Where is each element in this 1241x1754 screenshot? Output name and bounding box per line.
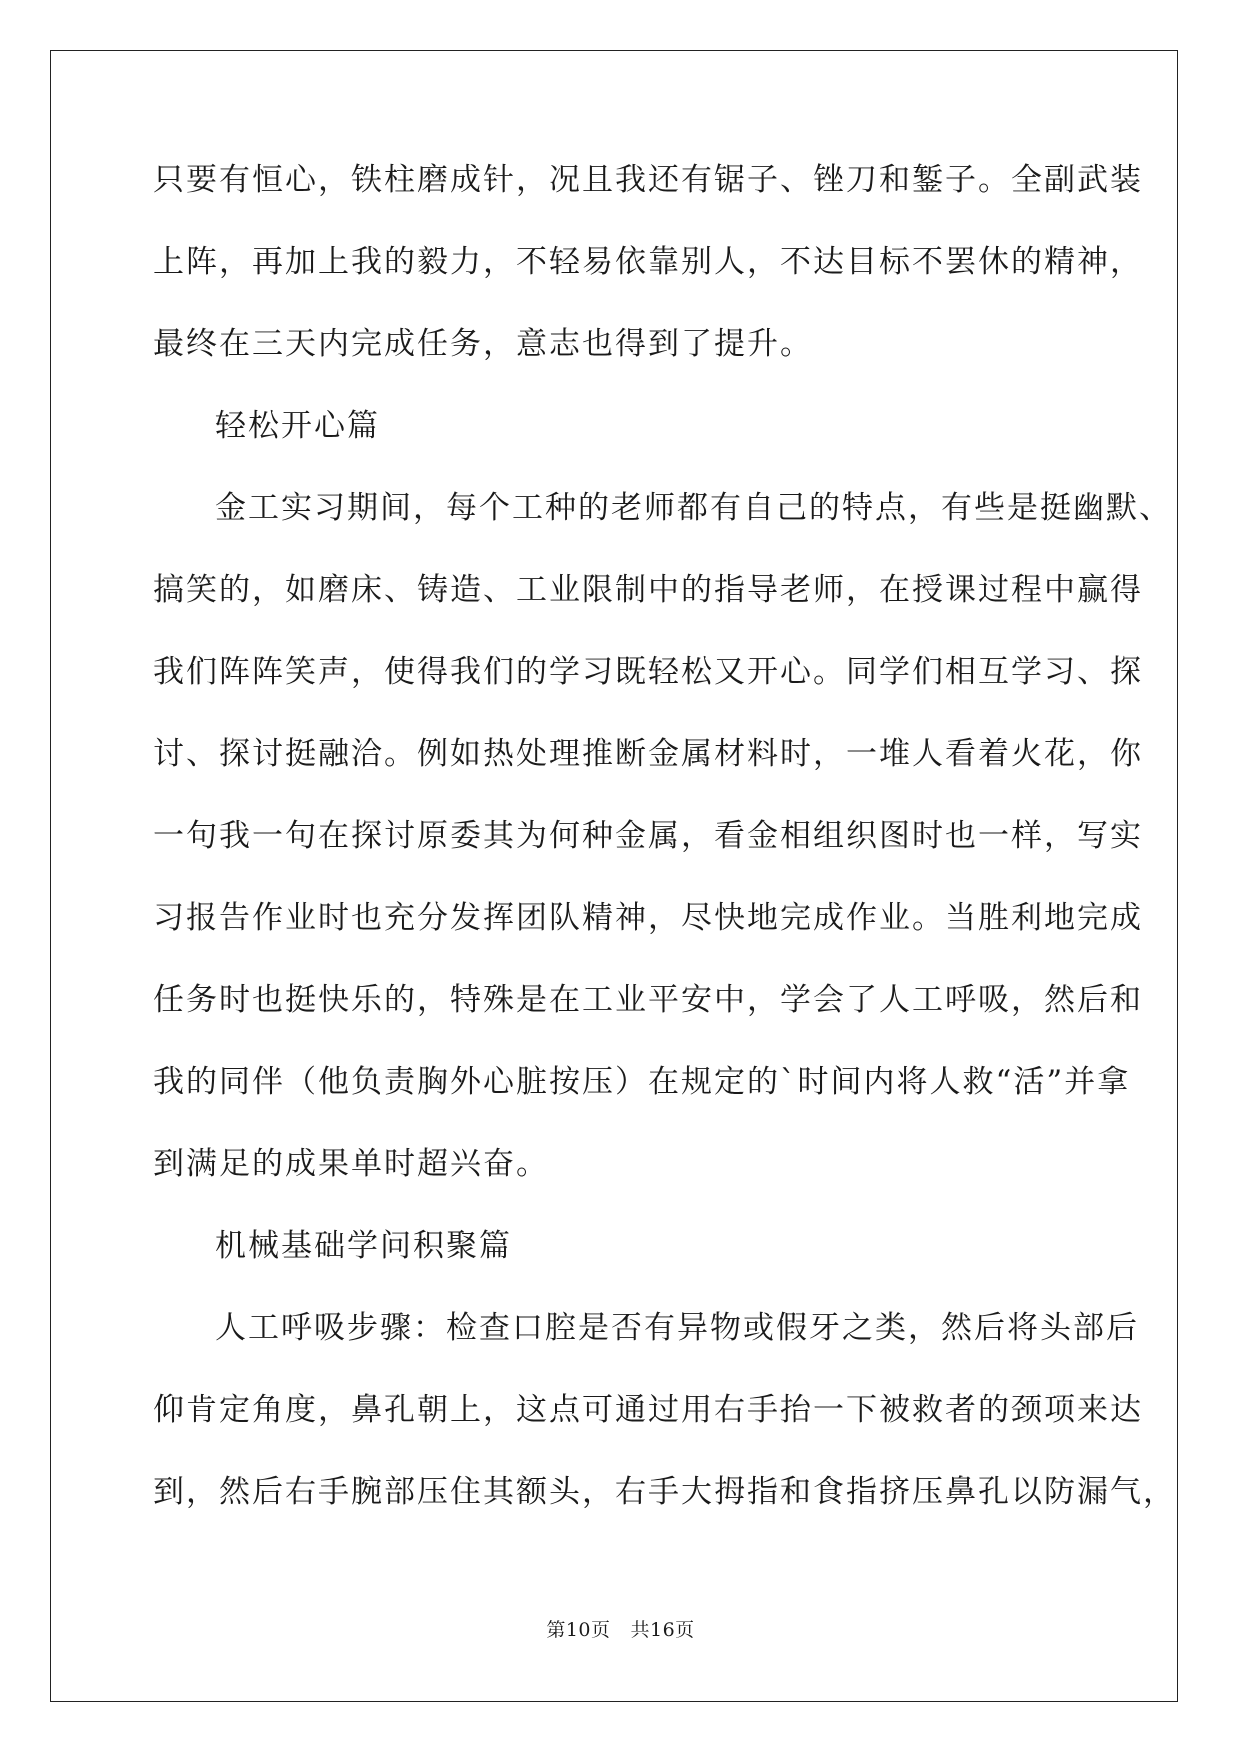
section-heading: 轻松开心篇	[215, 408, 380, 444]
page-total: 共16页	[630, 1619, 695, 1641]
text-line: 只要有恒心，铁柱磨成针，况且我还有锯子、锉刀和錾子。全副武装	[153, 162, 1143, 198]
document-body	[153, 160, 1176, 1554]
page-footer	[0, 1617, 1241, 1643]
text-line: 讨、探讨挺融洽。例如热处理推断金属材料时，一堆人看着火花，你	[153, 736, 1143, 772]
page-number: 第10页	[546, 1619, 611, 1641]
text-line: 上阵，再加上我的毅力，不轻易依靠别人，不达目标不罢休的精神，	[153, 244, 1143, 280]
paragraph-start-line: 金工实习期间，每个工种的老师都有自己的特点，有些是挺幽默、	[215, 490, 1172, 526]
text-line: 搞笑的，如磨床、铸造、工业限制中的指导老师，在授课过程中赢得	[153, 572, 1143, 608]
text-line: 任务时也挺快乐的，特殊是在工业平安中，学会了人工呼吸，然后和	[153, 982, 1143, 1018]
paragraph-start-line: 人工呼吸步骤：检查口腔是否有异物或假牙之类，然后将头部后	[215, 1310, 1139, 1346]
text-line: 我们阵阵笑声，使得我们的学习既轻松又开心。同学们相互学习、探	[153, 654, 1143, 690]
text-line: 习报告作业时也充分发挥团队精神，尽快地完成作业。当胜利地完成	[153, 900, 1143, 936]
text-line: 一句我一句在探讨原委其为何种金属，看金相组织图时也一样，写实	[153, 818, 1143, 854]
text-line: 我的同伴（他负责胸外心脏按压）在规定的`时间内将人救“活”并拿	[153, 1064, 1131, 1100]
section-heading: 机械基础学问积聚篇	[215, 1228, 512, 1264]
text-line: 最终在三天内完成任务，意志也得到了提升。	[153, 326, 813, 362]
text-line: 仰肯定角度，鼻孔朝上，这点可通过用右手抬一下被救者的颈项来达	[153, 1392, 1143, 1428]
text-line: 到，然后右手腕部压住其额头，右手大拇指和食指挤压鼻孔以防漏气，	[153, 1474, 1176, 1510]
text-line: 到满足的成果单时超兴奋。	[153, 1146, 549, 1182]
